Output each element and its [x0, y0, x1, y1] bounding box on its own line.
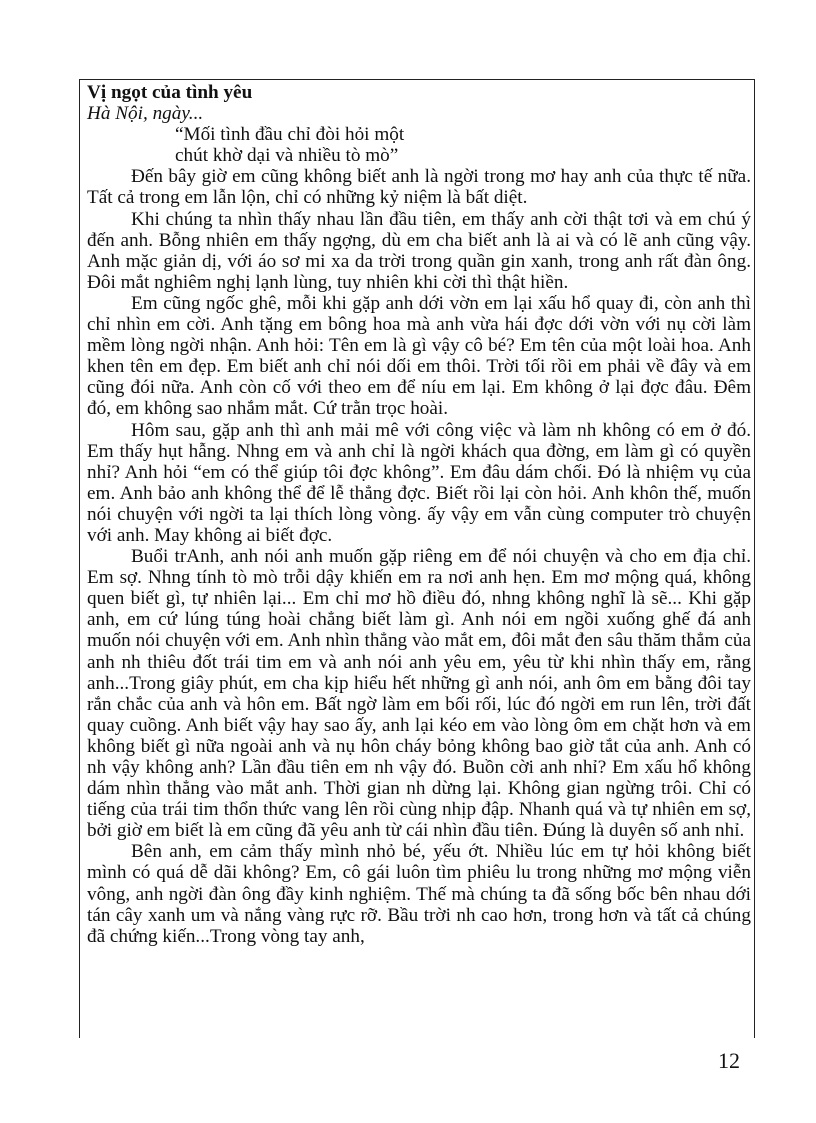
epigraph-line-2: chút khờ dại và nhiều tò mò”	[175, 145, 399, 167]
dateline: Hà Nội, ngày...	[87, 103, 204, 125]
document-title: Vị ngọt của tình yêu	[87, 82, 253, 103]
paragraph: Buổi trAnh, anh nói anh muốn gặp riêng em để nói chuyện và cho em địa chỉ. Em sợ. Nhng tính tò mò trỗi dậy khiến em ra nơi anh hẹn. Em mơ mộng quá, không quen biết gì, tự nhiên lại... Em chỉ mơ hồ điều đó, nhng không nghĩ là sẽ... Khi gặp anh, em cứ lúng túng hoài chẳng biết làm gì. Anh nói em ngồi xuống ghế đá anh muốn nói chuyện với em. Anh nhìn thẳng vào mắt em, đôi mắt đen sâu thăm thẳm của anh nh thiêu đốt trái tim em và anh nói anh yêu em, yêu từ khi nhìn thấy em, rằng anh...Trong giây phút, em cha kịp hiểu hết những gì anh nói, anh ôm em bằng đôi tay rắn chắc của anh và hôn em. Bất ngờ làm em bối rối, lúc đó ngời em run lên, trời đất quay cuồng. Anh biết vậy hay sao ấy, anh lại kéo em vào lòng ôm em chặt hơn và em không biết gì nữa ngoài anh và nụ hôn cháy bỏng không bao giờ tắt của anh. Anh có nh vậy không anh? Lần đầu tiên em nh vậy đó. Buồn cời anh nhỉ? Em xấu hổ không dám nhìn thẳng vào mắt anh. Thời gian nh dừng lại. Không gian ngừng trôi. Chỉ có tiếng của trái tim thổn thức vang lên rồi cùng nhịp đập. Nhanh quá và tự nhiên em sợ, bởi giờ em biết là em cũng đã yêu anh từ cái nhìn đầu tiên. Đúng là duyên số anh nhỉ.	[87, 546, 751, 842]
paragraph: Hôm sau, gặp anh thì anh mải mê với công việc và làm nh không có em ở đó. Em thấy hụt hẫng. Nhng em và anh chỉ là ngời khách qua đờng, em làm gì có quyền nhỉ? Anh hỏi “em có thể giúp tôi đợc không”. Em đâu dám chối. Đó là nhiệm vụ của em. Anh bảo anh không thể để lễ thẳng đợc. Biết rồi lại còn hỏi. Anh khôn thế, muốn nói chuyện với ngời ta lại thích lòng vòng. ấy vậy em vẫn cùng computer trò chuyện với anh. May không ai biết đợc.	[87, 419, 751, 546]
epigraph-line-1: “Mối tình đầu chỉ đòi hỏi một	[175, 124, 405, 146]
document-body	[87, 82, 751, 947]
paragraph: Đến bây giờ em cũng không biết anh là ngời trong mơ hay anh của thực tế nữa. Tất cả trong em lẫn lộn, chỉ có những kỷ niệm là bất diệt.	[87, 166, 751, 209]
paragraph: Bên anh, em cảm thấy mình nhỏ bé, yếu ớt. Nhiều lúc em tự hỏi không biết mình có quá dễ dãi không? Em, cô gái luôn tìm phiêu lu trong những mơ mộng viễn vông, anh ngời đàn ông đầy kinh nghiệm. Thế mà chúng ta đã sống bốc bên nhau dới tán cây xanh um và nắng vàng rực rỡ. Bầu trời nh cao hơn, trong hơn và tất cả chúng đã chứng kiến...Trong vòng tay anh,	[87, 841, 751, 947]
paragraph: Em cũng ngốc ghê, mỗi khi gặp anh dới vờn em lại xấu hổ quay đi, còn anh thì chỉ nhìn em cời. Anh tặng em bông hoa mà anh vừa hái đợc dới vờn với nụ cời làm mềm lòng ngời nhận. Anh hỏi: Tên em là gì vậy cô bé? Em tên của một loài hoa. Anh khen tên em đẹp. Em biết anh chỉ nói dối em thôi. Trời tối rồi em phải về đây và em cũng đói nữa. Anh còn cố với theo em để níu em lại. Em không ở lại đợc đâu. Đêm đó, em không sao nhắm mắt. Cứ trằn trọc hoài.	[87, 292, 751, 420]
paragraph: Khi chúng ta nhìn thấy nhau lần đầu tiên, em thấy anh cời thật tơi và em chú ý đến anh. Bỗng nhiên em thấy ngợng, dù em cha biết anh là ai và có lẽ anh cũng vậy. Anh mặc giản dị, với áo sơ mi xa da trời trong quần gin xanh, trong anh rất đàn ông. Đôi mắt nghiêm nghị lạnh lùng, tuy nhiên khi cời thì thật hiền.	[87, 208, 751, 293]
page-number: 12	[718, 1048, 740, 1073]
